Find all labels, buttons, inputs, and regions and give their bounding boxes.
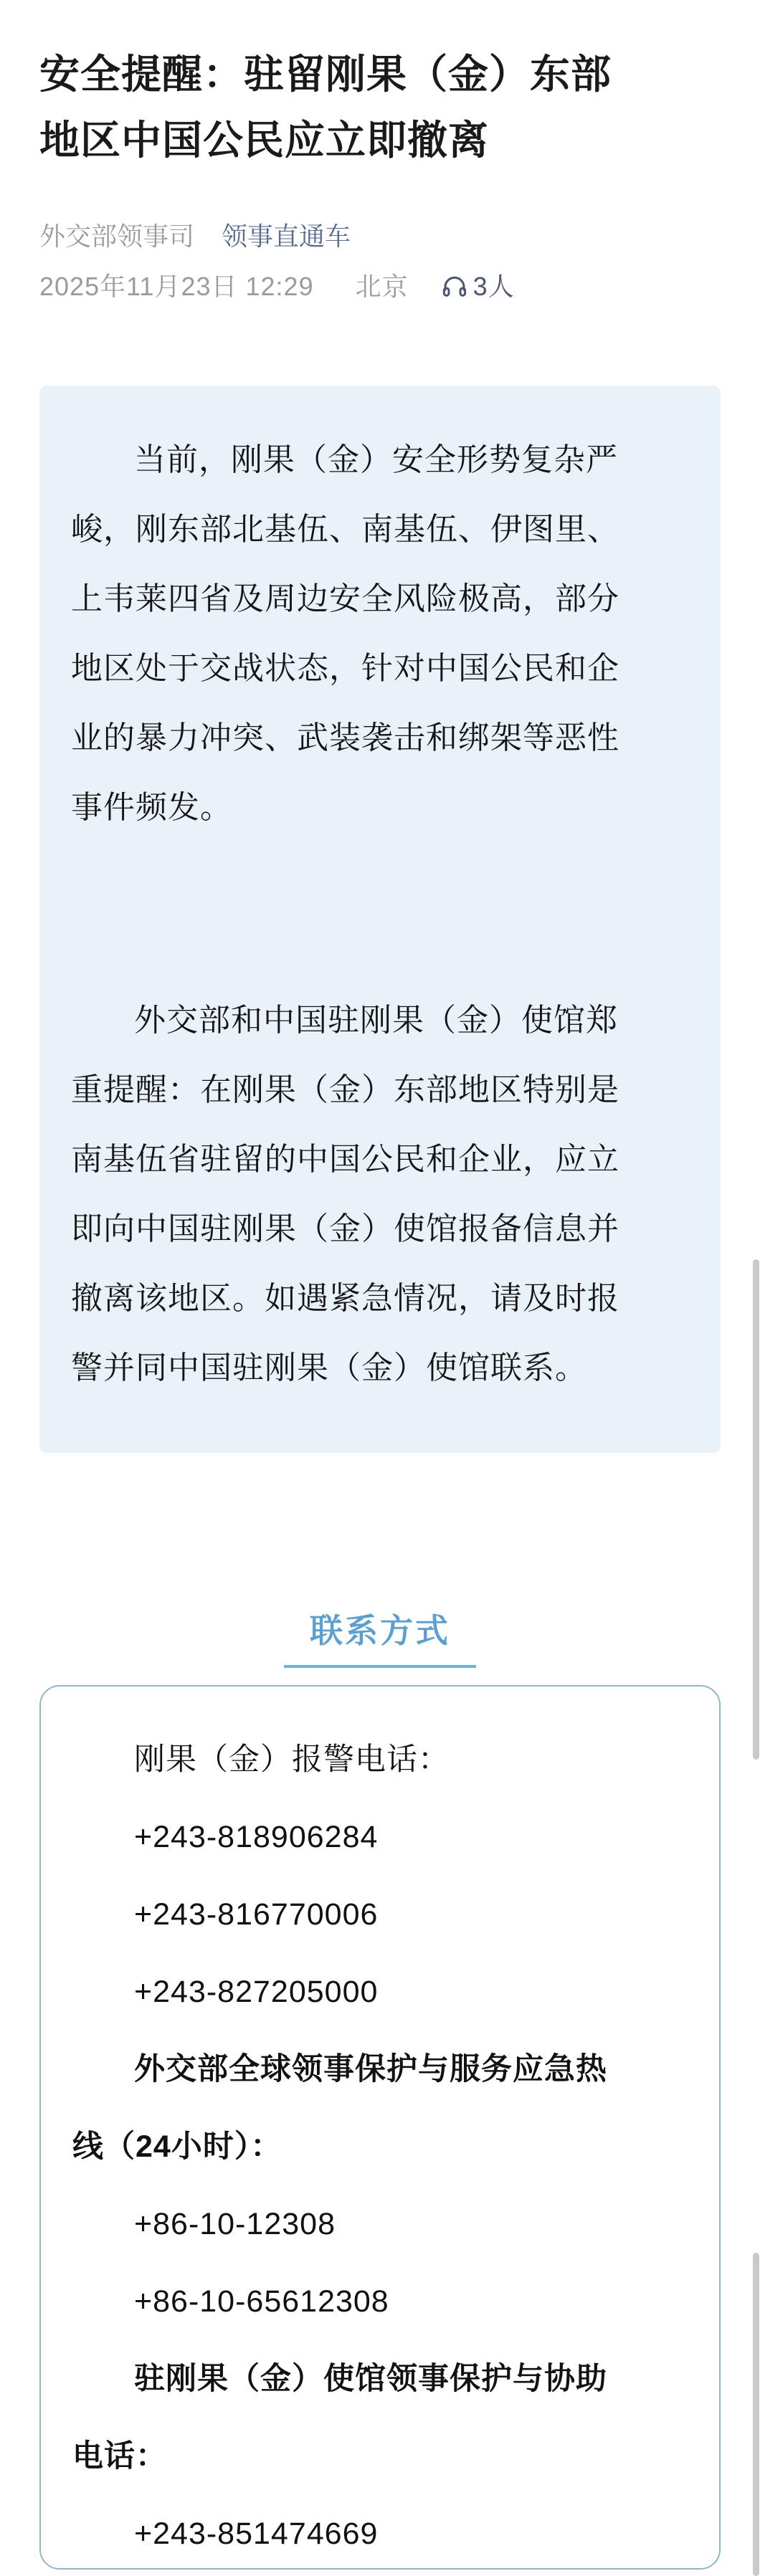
contact-label: 电话： [72,2439,167,2474]
article-line: 当前，刚果（金）安全形势复杂严 [134,442,618,477]
scrollbar-thumb[interactable] [753,1259,759,1760]
account-department: 外交部领事司 [39,221,195,251]
article-line: 业的暴力冲突、武装袭击和绑架等恶性 [71,720,619,755]
contact-label: 外交部全球领事保护与服务应急热 [134,2052,607,2086]
contact-label: 线（24小时）： [72,2129,282,2164]
article-line: 南基伍省驻留的中国公民和企业，应立 [71,1142,619,1177]
article-line: 上韦莱四省及周边安全风险极高，部分 [71,581,619,616]
paragraph-gap [71,842,689,986]
listen-count: 3人 [472,272,515,301]
phone-number: +86-10-12308 [134,2207,336,2241]
contact-card [39,1685,721,2570]
title-line-1: 安全提醒：驻留刚果（金）东部 [39,52,612,97]
article-line: 警并同中国驻刚果（金）使馆联系。 [71,1350,587,1385]
listen-group[interactable] [440,271,515,302]
contact-label: 刚果（金）报警电话： [134,1742,450,1777]
byline [39,221,721,252]
article-line: 重提醒：在刚果（金）东部地区特别是 [71,1072,619,1107]
scrollbar-thumb[interactable] [753,2253,759,2576]
phone-number: +86-10-65612308 [134,2284,389,2319]
article-line: 撤离该地区。如遇紧急情况，请及时报 [71,1281,619,1316]
article-highlight-box [39,386,721,1453]
publish-location: 北京 [355,272,409,301]
title-line-2: 地区中国公民应立即撤离 [39,118,489,163]
headphones-icon [440,272,469,301]
article-line: 事件频发。 [71,790,232,825]
contact-section-heading: 联系方式 [310,1612,450,1649]
account-name-link[interactable]: 领事直通车 [222,221,351,251]
publish-date: 2025年11月23日 12:29 [39,272,314,301]
contact-label: 驻刚果（金）使馆领事保护与协助 [134,2362,607,2396]
contact-heading-underline [284,1665,476,1668]
phone-number: +243-818906284 [134,1820,379,1854]
phone-number: +243-827205000 [134,1975,379,2009]
article-line: 即向中国驻刚果（金）使馆报备信息并 [71,1211,619,1246]
phone-number: +243-816770006 [134,1897,379,1932]
article-line: 外交部和中国驻刚果（金）使馆郑 [134,1003,618,1038]
article-line: 地区处于交战状态，针对中国公民和企 [71,651,619,686]
page-title [39,0,721,173]
phone-number: +243-851474669 [134,2517,379,2551]
dateline [39,271,721,302]
article-line: 峻，刚东部北基伍、南基伍、伊图里、 [71,512,619,547]
